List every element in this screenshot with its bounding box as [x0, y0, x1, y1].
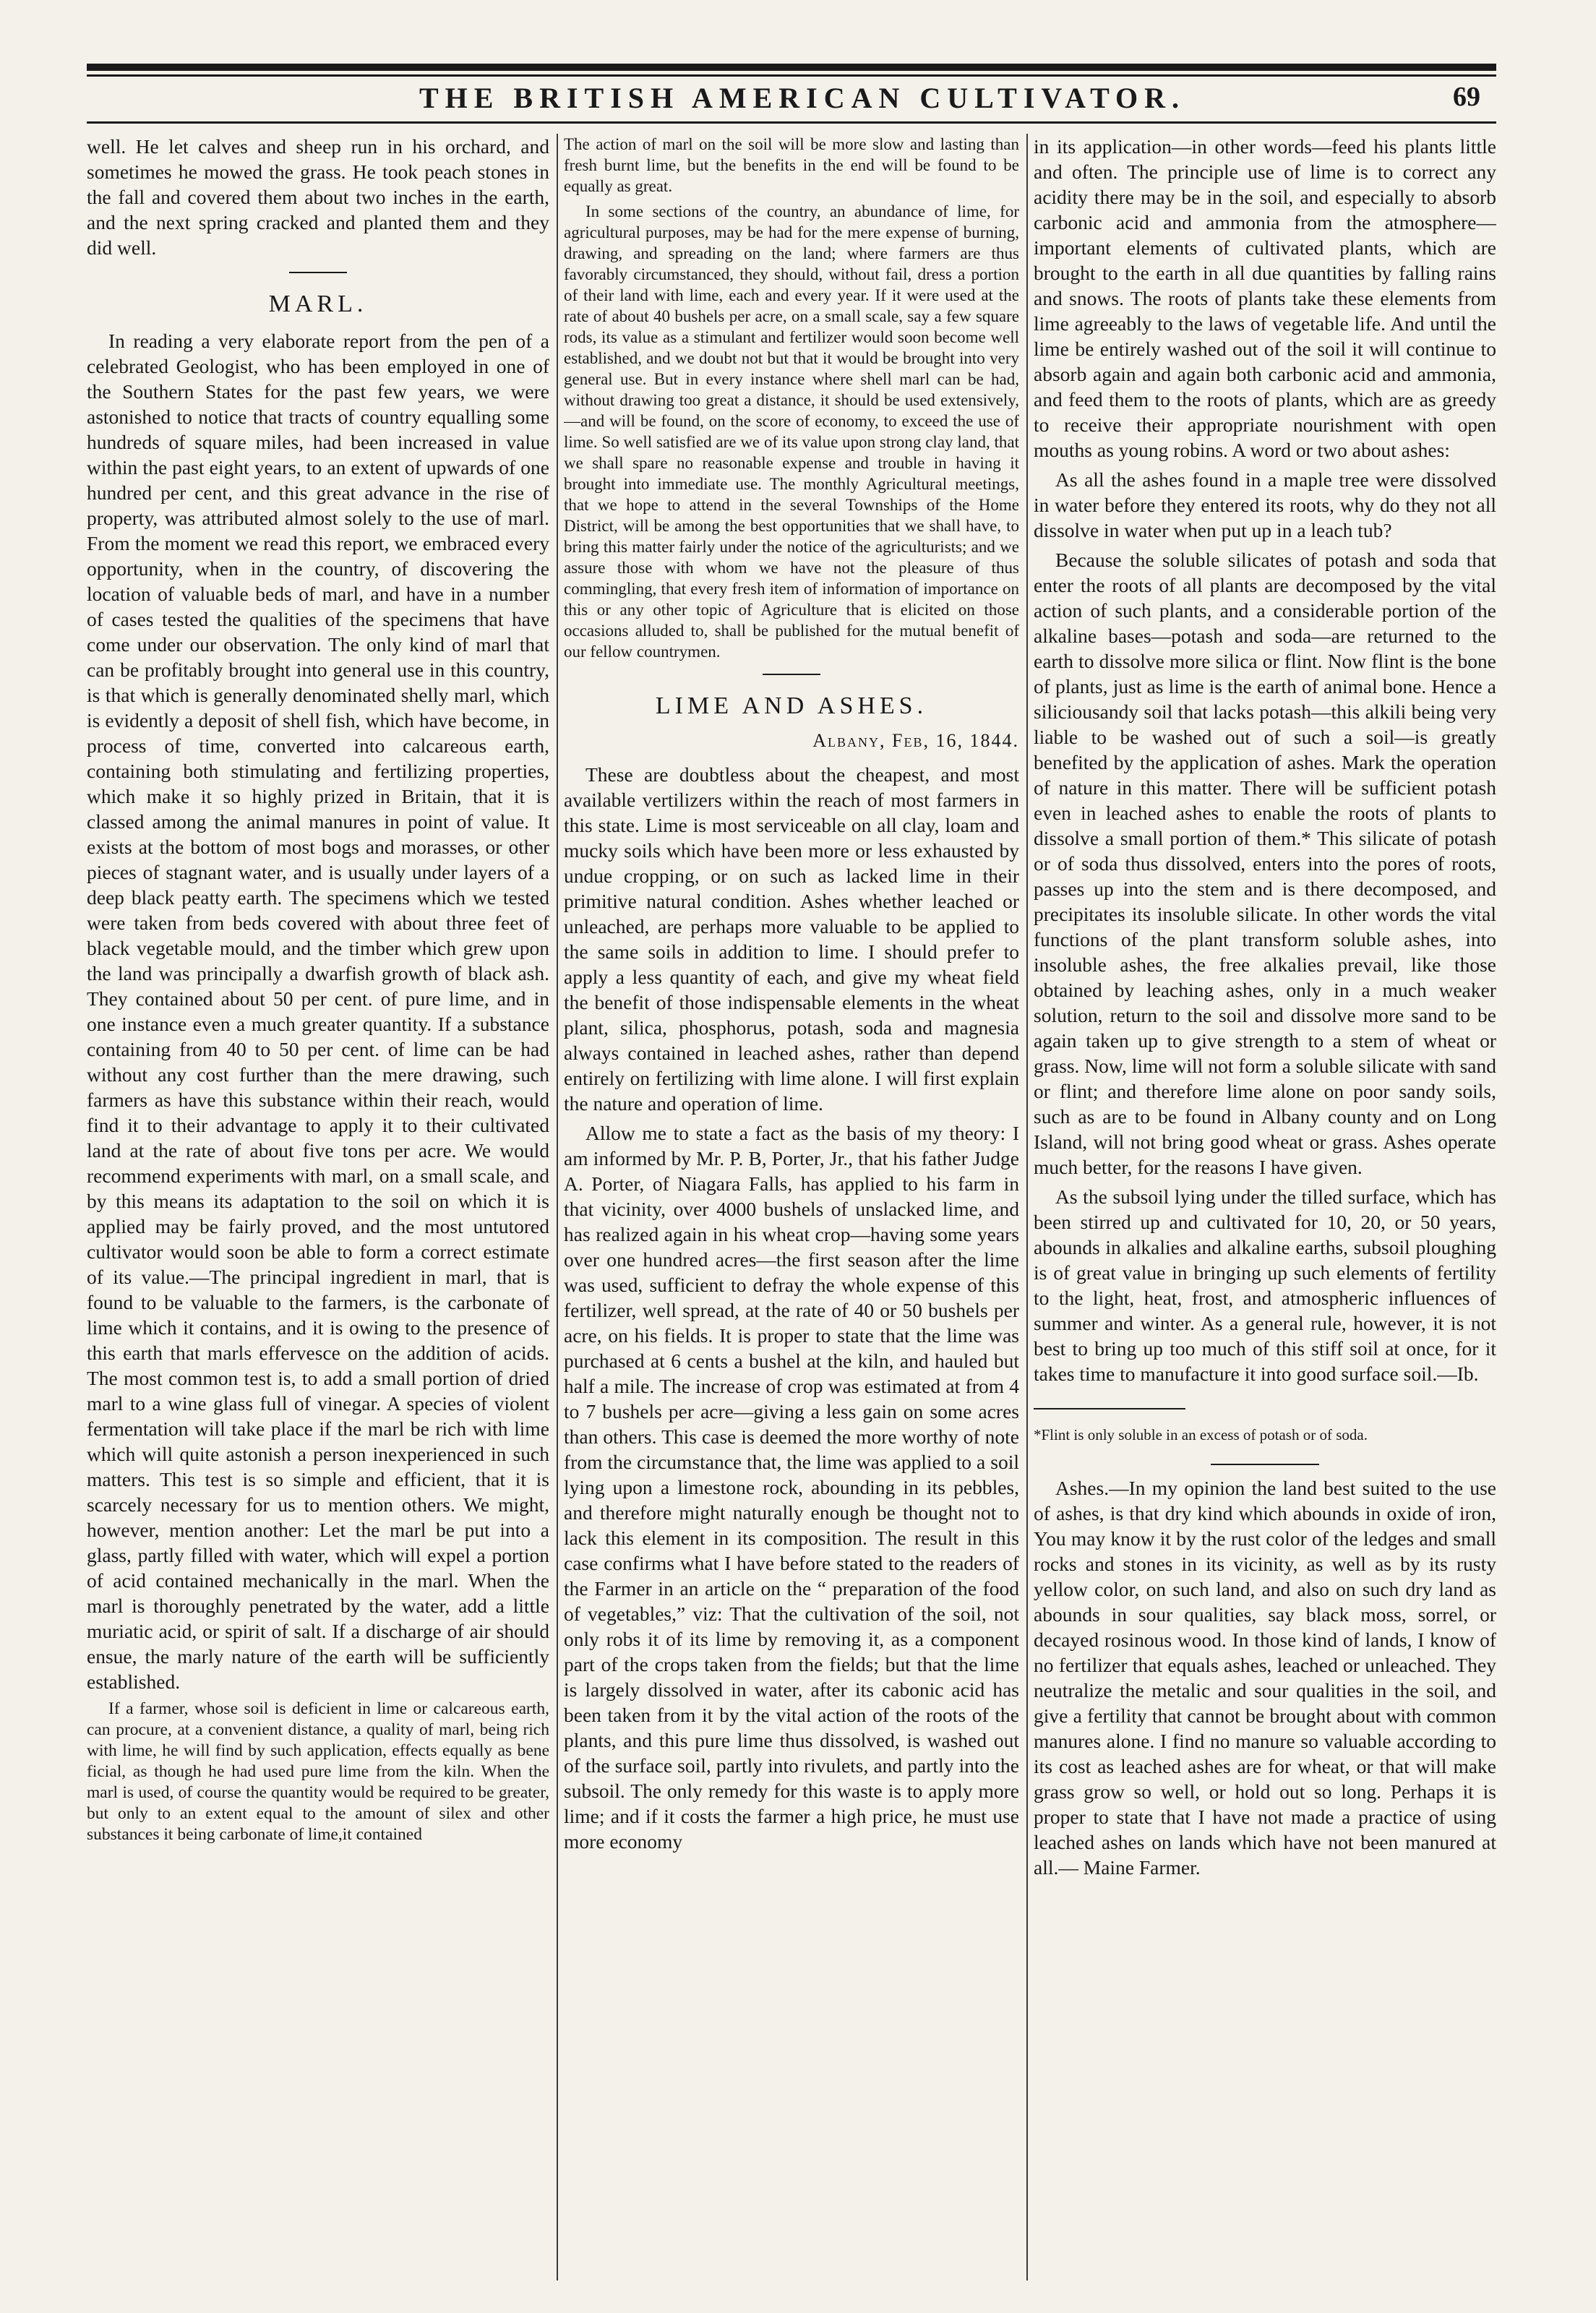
lime-ashes-paragraph: These are doubtless about the cheapest, and most available vertilizers within the reach of most farmers in this state. Lime is most serviceable on all clay, loam and mucky soils which have been more or less exhausted by undue cropping, or on such as lacked lime in their primitive natural condition. Ashes whether leached or unleached, are perhaps more valuable to be applied to the same soils in addition to lime. I should prefer to apply a less quantity of each, and give my wheat field the benefit of those indispensable elements in the wheat plant, silica, phosphorus, potash, soda and magnesia always contained in leached ashes, rather than depend entirely on fertilizing with lime alone. I will first explain the nature and operation of lime.	[564, 763, 1019, 1115]
marl-continuation-paragraph: The action of marl on the soil will be more slow and lasting than fresh burnt lime, but the benefits in the end will be found to be equally as great.	[564, 135, 1019, 195]
lime-ashes-paragraph: Allow me to state a fact as the basis of my theory: I am informed by Mr. P. B, Porter, Jr., that his father Judge A. Porter, of Niagara Falls, has applied to his farm in that vicinity, over 4000 bushels of unslacked lime, and has realized again in his wheat crop—having some years over one hundred acres—the first season after the lime was used, sufficient to defray the whole expense of this fertilizer, well spread, at the rate of 40 or 50 bushels per acre, on his fields. It is proper to state that the lime was purchased at 6 cents a bushel at the kiln, and hauled but half a mile. The increase of crop was estimated at from 4 to 7 bushels per acre—giving a less gain on some acres than others. This case is deemed the more worthy of note from the circumstance that, the lime was applied to a soil lying upon a limestone rock, abounding in its pebbles, and therefore might naturally enough be thought not to lack this element in its composition. The result in this case confirms what I have before stated to the readers of the Farmer in an article on the “ preparation of the food of vegetables,” viz: That the cultivation of the soil, not only robs it of its lime by removing it, as a component part of the crops taken from the fields; but that the lime is largely dissolved in water, after its cabonic acid has been taken from it by the vital action of the roots of the plants, and this pure lime thus dissolved, is washed out of the surface soil, partly into rivulets, and partly into the subsoil. The only remedy for this waste is to apply more lime; and if it costs the farmer a high price, he must use more economy	[564, 1122, 1019, 1853]
header-top-rule-thin	[87, 74, 1496, 77]
footnote: *Flint is only soluble in an excess of potash or of soda.	[1034, 1426, 1368, 1443]
page-number: 69	[1453, 82, 1480, 112]
column-divider	[557, 134, 558, 2280]
column-left	[87, 134, 549, 2280]
orchard-continuation-paragraph: well. He let calves and sheep run in his orchard, and sometimes he mowed the grass. He took peach stones in the fall and covered them about two inches in the earth, and the next spring cracked and planted them and they did well.	[87, 135, 549, 259]
header-top-rule	[87, 64, 1496, 71]
marl-paragraph: In reading a very elaborate report from the pen of a celebrated Geologist, who has been employed in one of the Southern States for the past few years, we were astonished to notice that tracts of country equalling some hundreds of square miles, had been increased in value within the past eight years, to an extent of upwards of one hundred per cent, and this great advance in the rise of property, was attributed almost solely to the use of marl. From the moment we read this report, we embraced every opportunity, when in the country, of discovering the location of valuable beds of marl, and have in a number of cases tested the qualities of the specimens that have come under our observation. The only kind of marl that can be profitably brought into general use in this country, is that which is generally denominated shelly marl, which is evidently a deposit of shell fish, which have become, in process of time, converted into calcareous earth, containing both stimulating and fertilizing properties, which make it so highly prized in Britain, that it is classed among the animal manures in point of value. It exists at the bottom of most bogs and morasses, or other pieces of stagnant water, and is usually under layers of a deep black peatty earth. The specimens which we tested were taken from beds covered with about three feet of black vegetable mould, and the timber which grew upon the land was principally a dwarfish growth of black ash. They contained about 50 per cent. of pure lime, and in one instance even a much greater quantity. If a substance containing from 40 to 50 per cent. of lime can be had without any cost further than the mere drawing, such farmers as have this substance within their reach, would find it to their advantage to apply it to their cultivated land at the rate of about five tons per acre. We would recommend experiments with marl, on a small scale, and by this means its adaptation to the soil on which it is applied may be fairly proved, and the most untutored cultivator would soon be able to form a correct estimate of its value.—The principal ingredient in marl, that is found to be valuable to the farmers, is the carbonate of lime which it contains, and it is owing to the presence of this earth that marls effervesce on the addition of acids. The most common test is, to add a small portion of dried marl to a wine glass full of vinegar. A species of violent fermentation will take place if the marl be rich with lime which will quite astonish a person inexperienced in such matters. This test is so simple and efficient, that it is scarcely necessary for us to mention others. We might, however, mention another: Let the marl be put into a glass, partly filled with water, which will expel a portion of acid contained mechanically in the marl. When the marl is thoroughly penetrated by the water, add a little muriatic acid, or spirit of salt. If a discharge of air should ensue, the marly nature of the earth will be sufficiently established.	[87, 330, 549, 1693]
marl-lime-paragraph: In some sections of the country, an abundance of lime, for agricultural purposes, may be had for the mere expense of burning, drawing, and spreading on the land; where farmers are thus favorably circumstanced, they should, without fail, dress a portion of their land with lime, each and every year. If it were used at the rate of about 40 bushels per acre, on a small scale, say a few square rods, its value as a stimulant and fertilizer would soon become well established, and we doubt not but that it would be brought into very general use. But in every instance where shell marl can be had, without drawing too great a distance, it should be used extensively,—and will be found, on the score of economy, to exceed the use of lime. So well satisfied are we of its value upon strong clay land, that we shall spare no reasonable expense and trouble in having it brought into immediate use. The monthly Agricultural meetings, that we hope to attend in the several Townships of the Home District, will be among the best opportunities that we shall have, to bring this matter fairly under the notice of the agriculturists; and we assure those with whom we have not the pleasure of thus commingling, that every fresh item of information of importance on this or any other topic of Agriculture that is elicited on those occasions alluded to, shall be published for the mutual benefit of our fellow countrymen.	[564, 202, 1019, 661]
column-middle	[564, 134, 1019, 2280]
lime-and-ashes-heading: LIME AND ASHES.	[655, 692, 928, 719]
marl-paragraph-small: If a farmer, whose soil is deficient in lime or calcareous earth, can procure, at a convenient distance, a quality of marl, being rich with lime, he will find by such application, effects equally as bene ficial, as though he had used pure lime from the kiln. When the marl is used, of course the quantity would be required to be greater, but only to an extent equal to the amount of silex and other substances it being carbonate of lime,it contained	[87, 1699, 549, 1844]
running-head-title: THE BRITISH AMERICAN CULTIVATOR.	[419, 82, 1186, 114]
footnote-rule	[1034, 1408, 1185, 1409]
subsoil-paragraph: As the subsoil lying under the tilled surface, which has been stirred up and cultivated for 10, 20, or 50 years, abounds in alkalies and alkaline earths, subsoil ploughing is of great value in bringing up such elements of fertility to the light, heat, frost, and atmospheric influences of summer and winter. As a general rule, however, it is not best to bring up too much of this stiff soil at once, for it takes time to manufacture it into good surface soil.—Ib.	[1034, 1185, 1496, 1385]
lime-ashes-continuation-paragraph: in its application—in other words—feed his plants little and often. The principle use of lime is to correct any acidity there may be in the soil, and especially to absorb carbonic acid and ammonia from the atmosphere—important elements of cultivated plants, which are brought to the earth in all due quantities by falling rains and snows. The roots of plants take these elements from lime agreeably to the laws of vegetable life. And until the lime be entirely washed out of the soil it will continue to absorb again and again both carbonic acid and ammonia, and feed them to the roots of plants, which are as greedy to receive their appropriate nourishment with open mouths as young robins. A word or two about ashes:	[1034, 135, 1496, 461]
maple-ashes-question-paragraph: As all the ashes found in a maple tree were dissolved in water before they entered its roots, why do they not all dissolve in water when put up in a leach tub?	[1034, 468, 1496, 541]
soluble-silicates-paragraph: Because the soluble silicates of potash and soda that enter the roots of all plants are decomposed by the vital action of such plants, and a considerable portion of the alkaline bases—potash and soda—are returned to the earth to dissolve more silica or flint. Now flint is the bone of plants, just as lime is the earth of animal bone. Hence a siliciousandy soil that lacks potash—this alkili being very liable to be washed out of such a soil—is greatly benefited by the application of ashes. Mark the operation of nature in this matter. There will be sufficient potash even in leached ashes to enable the roots of plants to dissolve a small portion of them.* This silicate of potash or of soda thus dissolved, enters into the pores of roots, passes up into the stem and is there decomposed, and precipitates its insoluble silicate. In other words the vital functions of the plant transform soluble ashes, into insoluble ashes, the free alkalies prevail, like those obtained by leaching ashes, only in a much weaker solution, return to the soil and dissolve more sand to be again taken up to give strength to a stem of wheat or grass. Now, lime will not form a soluble silicate with sand or flint; and therefore lime alone on poor sandy soils, such as are to be found in Albany county and on Long Island, will not bring good wheat or grass. Ashes operate much better, for the reasons I have given.	[1034, 549, 1496, 1178]
section-rule	[289, 272, 347, 273]
section-rule	[763, 674, 820, 675]
section-rule	[1211, 1464, 1319, 1465]
dateline: Albany, Feb, 16, 1844.	[812, 730, 1019, 751]
header-bottom-rule	[87, 121, 1496, 124]
column-divider	[1026, 134, 1028, 2280]
marl-heading: MARL.	[268, 291, 368, 317]
column-right	[1034, 134, 1496, 2280]
ashes-paragraph: Ashes.—In my opinion the land best suited to the use of ashes, is that dry kind which abounds in oxide of iron, You may know it by the rust color of the ledges and small rocks and stones in its vicinity, as well as by its rusty yellow color, on such land, and also on such dry land as abounds in sour qualities, say black moss, sorrel, or decayed rosinous wood. In those kind of lands, I know of no fertilizer that equals ashes, leached or unleached. They neutralize the metalic and sour qualities in the soil, and give a fertility that cannot be brought about with common manures alone. I find no manure so valuable according to its cost as leached ashes are for wheat, or that will make grass grow so well, or hold out so long. Perhaps it is proper to state that I have not made a practice of using leached ashes on lands which have not been manured at all.— Maine Farmer.	[1034, 1477, 1496, 1879]
